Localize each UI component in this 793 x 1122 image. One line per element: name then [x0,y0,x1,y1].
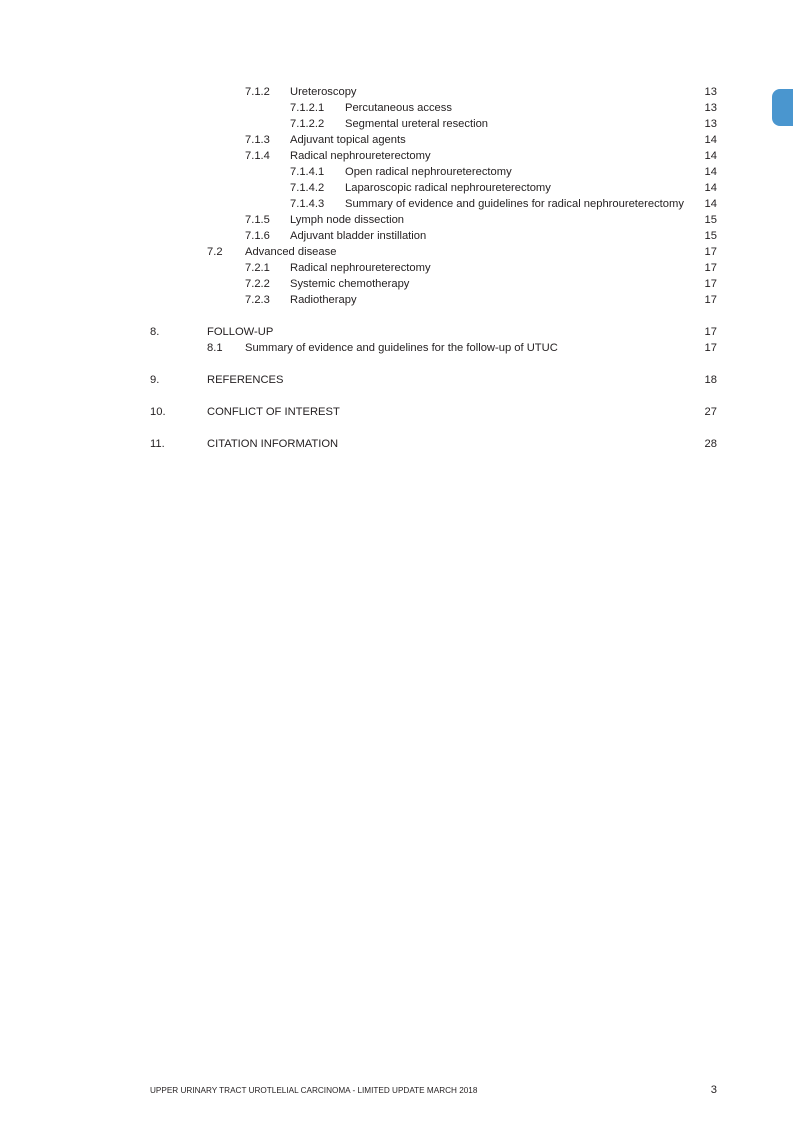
toc-entry-number: 8. [150,326,160,338]
toc-entry-number: 7.2.2 [245,278,270,290]
toc-entry-number: 7.1.4.2 [290,182,325,194]
toc-entry-title: Radiotherapy [290,294,357,306]
toc-entry[interactable] [0,324,793,340]
toc-entry[interactable] [0,116,793,132]
toc-entry[interactable] [0,276,793,292]
toc-entry-page: 14 [704,150,717,162]
toc-entry[interactable] [0,196,793,212]
toc-entry-number: 11. [150,438,165,450]
toc-entry-title: Radical nephroureterectomy [290,150,431,162]
toc-entry-page: 14 [704,182,717,194]
toc-entry-title: Radical nephroureterectomy [290,262,431,274]
toc-entry-number: 7.2 [207,246,223,258]
toc-entry[interactable] [0,148,793,164]
toc-entry-page: 14 [704,198,717,210]
toc-entry-number: 7.1.6 [245,230,270,242]
toc-entry-number: 7.2.1 [245,262,270,274]
toc-entry-number: 7.1.4.3 [290,198,325,210]
running-footer: UPPER URINARY TRACT UROTLELIAL CARCINOMA - LIMITED UPDATE MARCH 2018 [150,1086,478,1095]
toc-entry-page: 13 [704,86,717,98]
toc-entry-title: Ureteroscopy [290,86,357,98]
toc-entry-page: 17 [704,262,717,274]
toc-entry-title: Advanced disease [245,246,337,258]
toc-entry-page: 17 [704,278,717,290]
toc-entry-title: Open radical nephroureterectomy [345,166,512,178]
toc-entry-page: 17 [704,294,717,306]
toc-entry-number: 7.1.2.1 [290,102,325,114]
toc-entry-title: Laparoscopic radical nephroureterectomy [345,182,551,194]
toc-entry-title: FOLLOW-UP [207,326,274,338]
toc-entry-page: 17 [704,326,717,338]
toc-entry-title: Summary of evidence and guidelines for the follow-up of UTUC [245,342,558,354]
toc-entry-number: 10. [150,406,166,418]
toc-entry-number: 7.1.2.2 [290,118,325,130]
toc-entry[interactable] [0,180,793,196]
toc-entry-page: 15 [704,214,717,226]
toc-entry-page: 18 [704,374,717,386]
toc-entry-number: 7.1.2 [245,86,270,98]
toc-entry-title: CITATION INFORMATION [207,438,339,450]
toc-entry-page: 15 [704,230,717,242]
toc-entry-page: 14 [704,166,717,178]
toc-entry[interactable] [0,212,793,228]
toc-entry[interactable] [0,100,793,116]
toc-entry[interactable] [0,228,793,244]
toc-entry-title: Lymph node dissection [290,214,405,226]
toc-entry-number: 9. [150,374,160,386]
toc-entry[interactable] [0,436,793,452]
toc-entry[interactable] [0,84,793,100]
toc-entry-page: 28 [704,438,717,450]
toc-entry[interactable] [0,244,793,260]
toc-entry[interactable] [0,372,793,388]
toc-entry-number: 7.1.4.1 [290,166,325,178]
toc-entry[interactable] [0,132,793,148]
toc-entry-page: 27 [704,406,717,418]
page-number: 3 [710,1084,717,1096]
toc-entry[interactable] [0,340,793,356]
toc-entry-page: 17 [704,246,717,258]
toc-entry-number: 7.2.3 [245,294,270,306]
toc-entry-number: 7.1.3 [245,134,270,146]
toc-entry-number: 7.1.5 [245,214,270,226]
toc-entry-title: REFERENCES [207,374,284,386]
toc-entry[interactable] [0,292,793,308]
toc-entry-page: 13 [704,102,717,114]
toc-entry[interactable] [0,164,793,180]
toc-entry-page: 14 [704,134,717,146]
toc-entry[interactable] [0,404,793,420]
toc-entry-title: Adjuvant bladder instillation [290,230,427,242]
toc-entry-number: 8.1 [207,342,223,354]
toc-entry-number: 7.1.4 [245,150,270,162]
toc-entry-title: Systemic chemotherapy [290,278,410,290]
toc-entry-page: 17 [704,342,717,354]
toc-entry-title: CONFLICT OF INTEREST [207,406,340,418]
toc-entry-title: Adjuvant topical agents [290,134,406,146]
toc-entry[interactable] [0,260,793,276]
toc-entry-title: Summary of evidence and guidelines for radical nephroureterectomy [345,198,684,210]
toc-entry-title: Percutaneous access [345,102,452,114]
toc-entry-title: Segmental ureteral resection [345,118,489,130]
toc-entry-page: 13 [704,118,717,130]
